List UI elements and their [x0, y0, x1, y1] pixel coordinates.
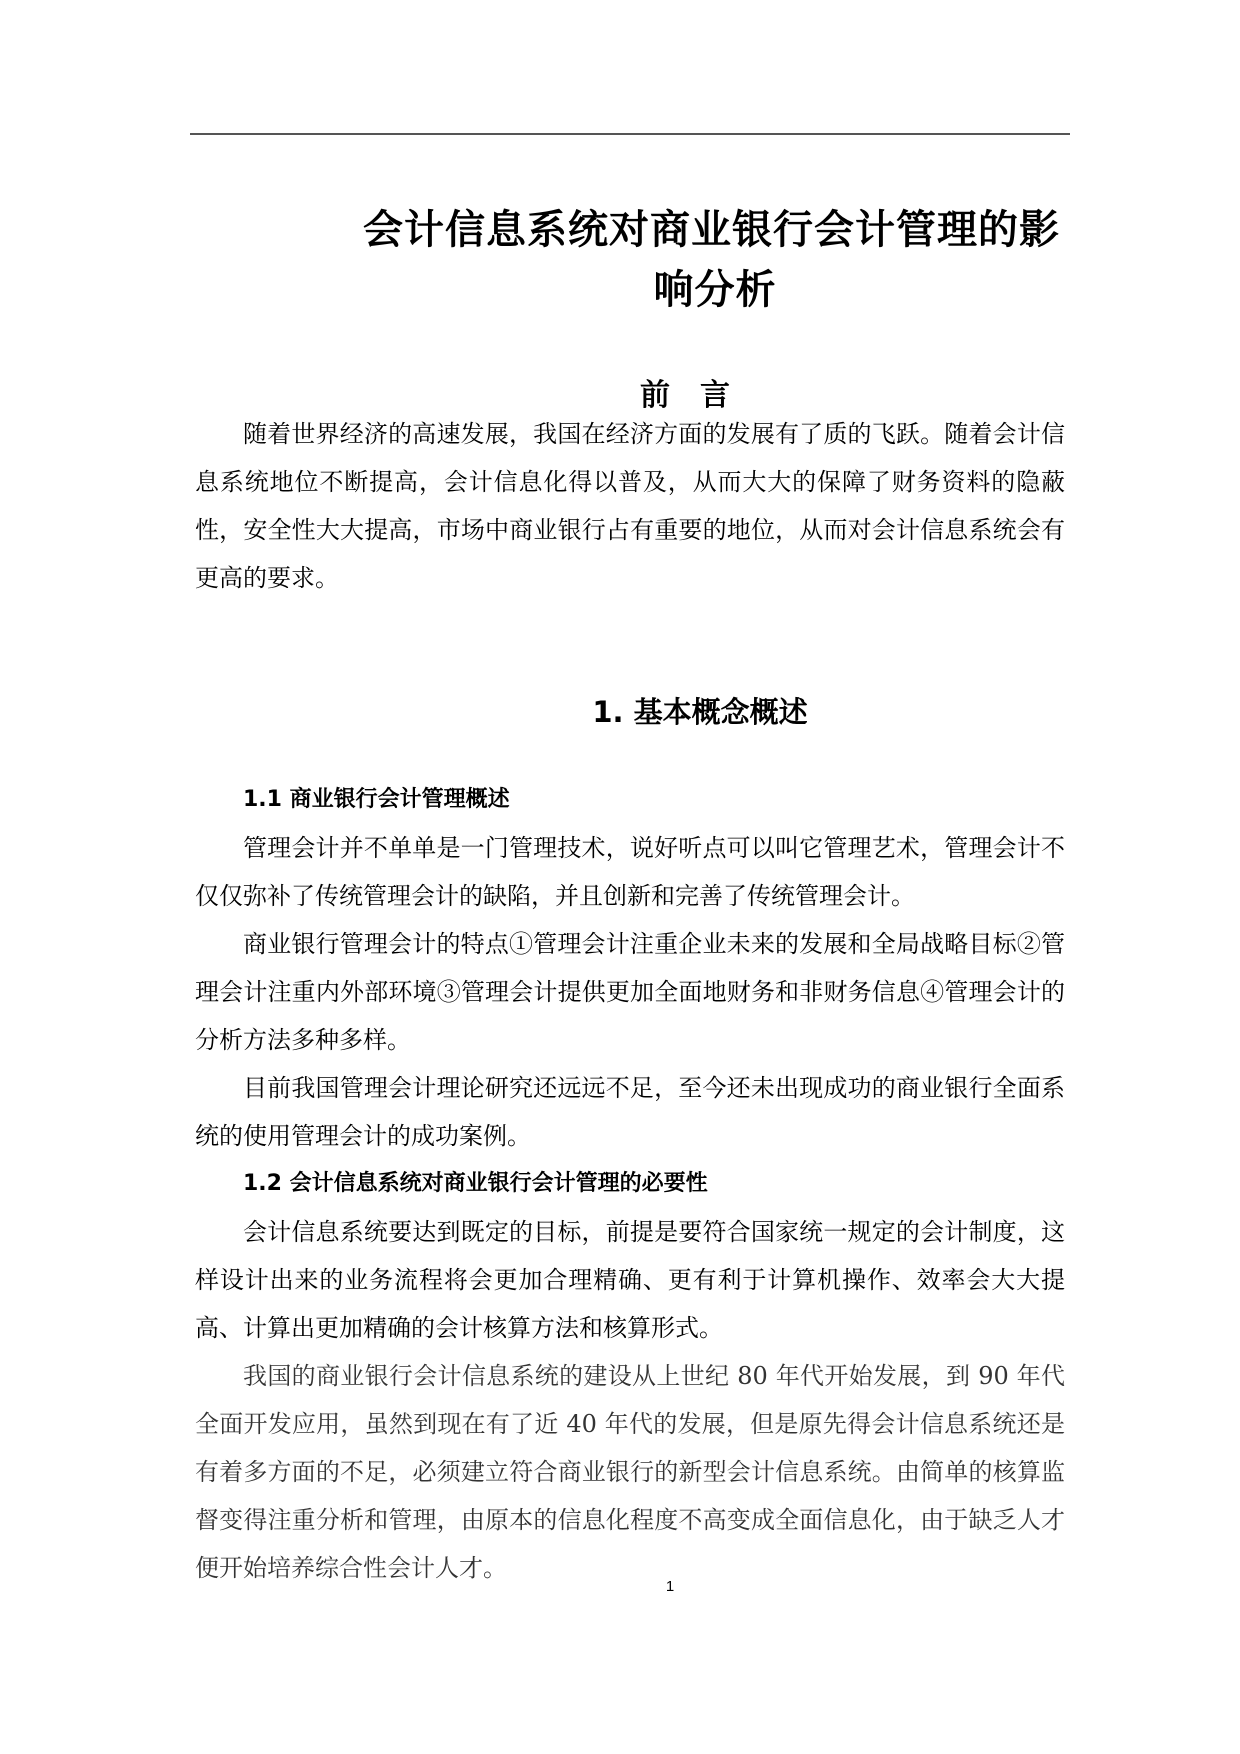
paragraph: 会计信息系统要达到既定的目标，前提是要符合国家统一规定的会计制度，这样设计出来的业务流程将会更加合理精确、更有利于计算机操作、效率会大大提高、计算出更加精确的会计核算方法和核算形式。	[195, 1218, 1065, 1342]
paragraph: 我国的商业银行会计信息系统的建设从上世纪 80 年代开始发展，到 90 年代全面开发应用，虽然到现在有了近 40 年代的发展，但是原先得会计信息系统还是有着多方面的不足，必须建立符合商业银行的新型会计信息系统。由简单的核算监督变得注重分析和管理，由原本的信息化程度不高变成全面信息化，由于缺乏人才便开始培养综合性会计人才。	[195, 1362, 1065, 1582]
paragraph: 目前我国管理会计理论研究还远远不足，至今还未出现成功的商业银行全面系统的使用管理会计的成功案例。	[195, 1074, 1065, 1150]
preface-section	[195, 410, 1065, 602]
subsection-1-1-heading: 1.1 商业银行会计管理概述	[243, 787, 510, 812]
title-line-2: 响分析	[653, 267, 777, 313]
subsection-1-2-heading: 1.2 会计信息系统对商业银行会计管理的必要性	[243, 1171, 708, 1196]
paragraph: 商业银行管理会计的特点①管理会计注重企业未来的发展和全局战略目标②管理会计注重内外部环境③管理会计提供更加全面地财务和非财务信息④管理会计的分析方法多种多样。	[195, 930, 1065, 1054]
document-title	[190, 200, 1070, 320]
preface-heading: 前言	[640, 378, 760, 413]
header-rule	[190, 133, 1070, 135]
title-line-1: 会计信息系统对商业银行会计管理的影	[363, 207, 1060, 253]
section-1-body	[195, 776, 1065, 1592]
paragraph: 管理会计并不单单是一门管理技术，说好听点可以叫它管理艺术，管理会计不仅仅弥补了传统管理会计的缺陷，并且创新和完善了传统管理会计。	[195, 834, 1065, 910]
preface-paragraph: 随着世界经济的高速发展，我国在经济方面的发展有了质的飞跃。随着会计信息系统地位不断提高，会计信息化得以普及，从而大大的保障了财务资料的隐蔽性，安全性大大提高，市场中商业银行占有重要的地位，从而对会计信息系统会有更高的要求。	[195, 420, 1065, 592]
section-1-heading: 1. 基本概念概述	[592, 695, 808, 729]
page-number: 1	[665, 1578, 675, 1595]
